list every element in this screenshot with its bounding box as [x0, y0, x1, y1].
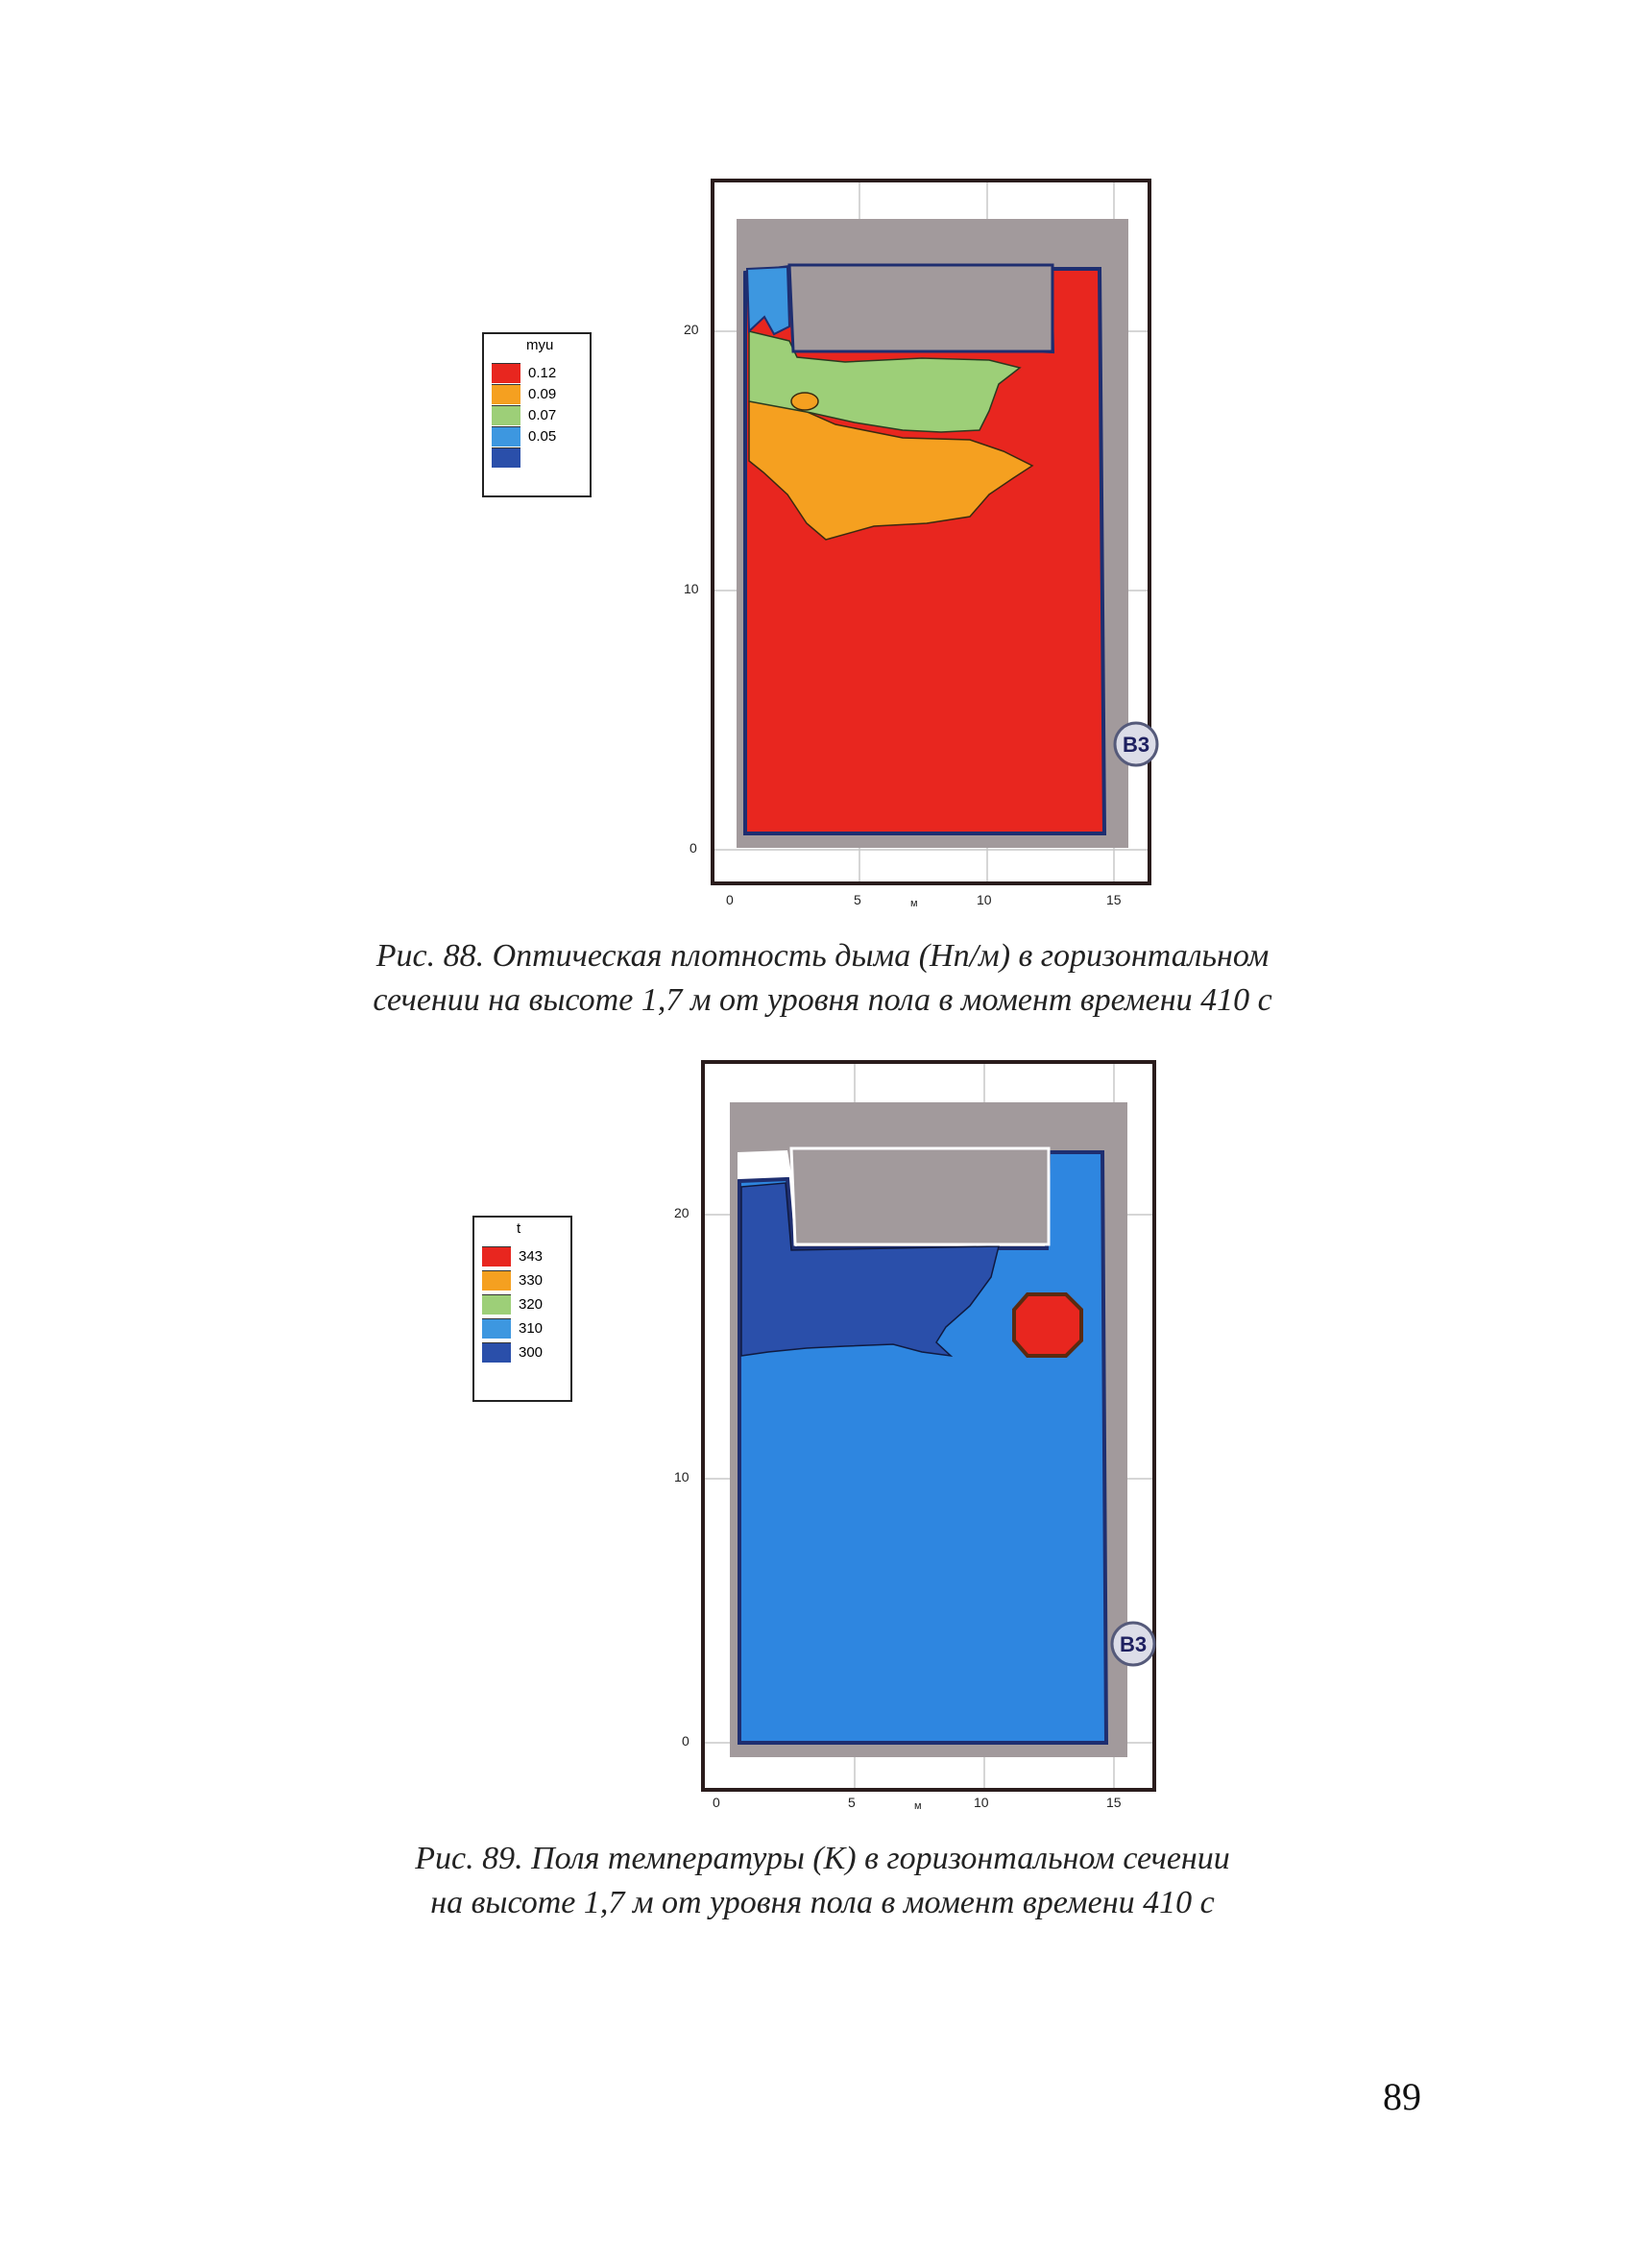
- legend-label: 0.09: [528, 386, 557, 402]
- y-tick: 10: [674, 1469, 689, 1484]
- x-tick: 5: [848, 1795, 856, 1810]
- legend-label: 310: [519, 1320, 544, 1337]
- x-unit-mark: м: [914, 1800, 922, 1812]
- legend-title: t: [517, 1220, 521, 1237]
- legend-label: 0.05: [528, 428, 557, 445]
- marker-label: B3: [1120, 1632, 1148, 1656]
- legend-label: 0.12: [528, 365, 557, 381]
- x-tick: 10: [974, 1795, 989, 1810]
- legend-label: 320: [519, 1296, 544, 1313]
- x-tick: 5: [854, 892, 861, 907]
- caption-88-line2: сечении на высоте 1,7 м от уровня пола в момент времени 410 с: [373, 982, 1272, 1018]
- caption-89-line2: на высоте 1,7 м от уровня пола в момент времени 410 с: [430, 1885, 1215, 1920]
- y-tick: 20: [684, 322, 699, 337]
- legend-label: 343: [519, 1248, 544, 1265]
- x-tick: 15: [1106, 892, 1122, 907]
- page-number: 89: [1383, 2075, 1421, 2118]
- caption-88-line1: Рис. 88. Оптическая плотность дыма (Нп/м) в горизонтальном: [375, 938, 1270, 974]
- x-tick: 0: [726, 892, 734, 907]
- marker-b3: [1112, 1623, 1154, 1665]
- y-tick: 20: [674, 1205, 689, 1220]
- marker-label: B3: [1123, 733, 1150, 757]
- legend-title: myu: [526, 337, 554, 353]
- y-tick: 0: [689, 840, 697, 856]
- legend-label: 330: [519, 1272, 544, 1289]
- field-343: [1014, 1294, 1081, 1356]
- x-unit-mark: м: [910, 898, 918, 909]
- x-tick: 15: [1106, 1795, 1122, 1810]
- caption-89-line1: Рис. 89. Поля температуры (К) в горизонтальном сечении: [415, 1841, 1230, 1876]
- legend-label: 0.07: [528, 407, 557, 423]
- y-tick: 0: [682, 1733, 689, 1749]
- y-tick: 10: [684, 581, 699, 596]
- x-tick: 0: [713, 1795, 720, 1810]
- x-tick: 10: [977, 892, 992, 907]
- obstruction: [791, 1148, 1049, 1244]
- legend-label: 300: [519, 1344, 544, 1361]
